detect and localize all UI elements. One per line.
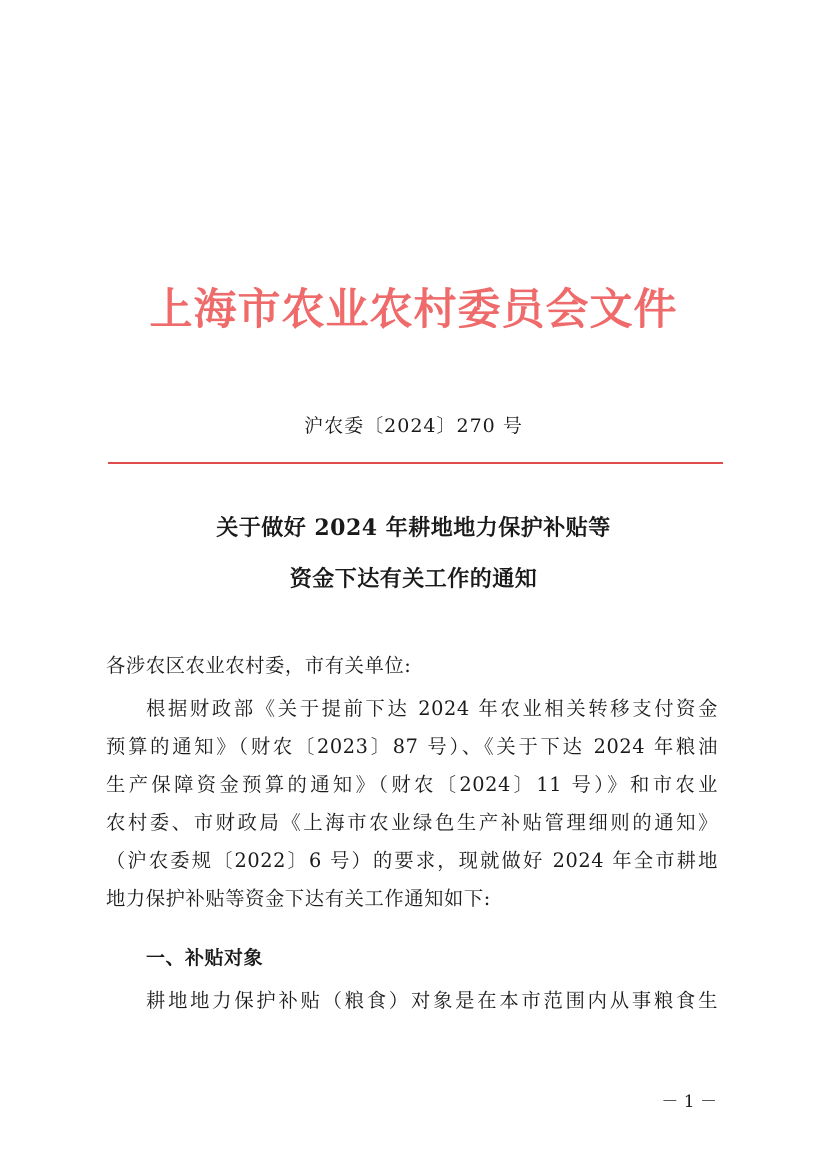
notice-title-line-1: 关于做好 2024 年耕地地力保护补贴等 <box>216 515 611 541</box>
paragraph-line: 根据财政部《关于提前下达 2024 年农业相关转移支付资金 <box>146 697 718 720</box>
page-number-text: － 1 － <box>661 1092 717 1112</box>
notice-title-line-2: 资金下达有关工作的通知 <box>289 566 538 592</box>
document-number: 沪农委〔2024〕270 号 <box>304 415 523 437</box>
paragraph-line: 地力保护补贴等资金下达有关工作通知如下: <box>106 887 491 910</box>
page-number <box>0 1090 827 1114</box>
paragraph-line: 农村委、市财政局《上海市农业绿色生产补贴管理细则的通知》 <box>106 811 718 834</box>
paragraph-line: 预算的通知》（财农〔2023〕87 号）、《关于下达 2024 年粮油 <box>106 735 718 758</box>
paragraph-line: 生产保障资金预算的通知》（财农〔2024〕11 号）》和市农业 <box>106 773 718 796</box>
document-masthead: 上海市农业农村委员会文件 <box>149 285 678 335</box>
masthead-red-rule <box>108 462 723 464</box>
paragraph-1 <box>106 690 718 918</box>
salutation: 各涉农区农业农村委，市有关单位: <box>106 654 412 677</box>
section-1-text <box>106 982 718 1020</box>
paragraph-line: （沪农委规〔2022〕6 号）的要求，现就做好 2024 年全市耕地 <box>106 849 718 872</box>
section-heading-subsidy-target: 一、补贴对象 <box>146 947 264 969</box>
paragraph-line: 耕地地力保护补贴（粮食）对象是在本市范围内从事粮食生 <box>146 989 718 1012</box>
